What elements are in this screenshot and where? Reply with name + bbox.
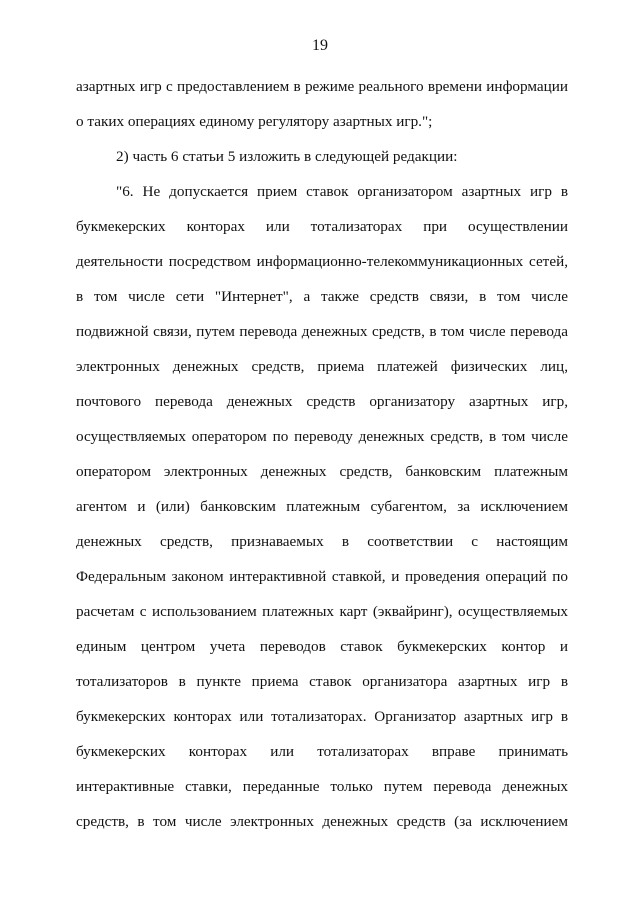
text-line: электронных денежных средств, приема платежей физических лиц, [76, 358, 568, 375]
text-line: почтового перевода денежных средств организатору азартных игр, [76, 393, 568, 410]
text-line: средств, в том числе электронных денежных средств (за исключением [76, 813, 568, 830]
text-line: осуществляемых оператором по переводу денежных средств, в том числе [76, 428, 568, 445]
page-number: 19 [312, 37, 328, 54]
text-line: интерактивные ставки, переданные только путем перевода денежных [76, 778, 568, 795]
text-line: оператором электронных денежных средств, банковским платежным [76, 463, 568, 480]
text-line: деятельности посредством информационно-телекоммуникационных сетей, [76, 253, 568, 270]
document-body [76, 76, 568, 846]
text-line: Федеральным законом интерактивной ставкой, и проведения операций по [76, 568, 568, 585]
text-line: букмекерских конторах или тотализаторах вправе принимать [76, 743, 568, 760]
text-line: 2) часть 6 статьи 5 изложить в следующей редакции: [116, 148, 458, 165]
text-line: "6. Не допускается прием ставок организатором азартных игр в [116, 183, 568, 200]
text-line: подвижной связи, путем перевода денежных средств, в том числе перевода [76, 323, 568, 340]
text-line: расчетам с использованием платежных карт (эквайринг), осуществляемых [76, 603, 568, 620]
text-line: тотализаторов в пункте приема ставок организатора азартных игр в [76, 673, 568, 690]
text-line: в том числе сети "Интернет", а также средств связи, в том числе [76, 288, 568, 305]
text-line: букмекерских конторах или тотализаторах. Организатор азартных игр в [76, 708, 568, 725]
text-line: букмекерских конторах или тотализаторах при осуществлении [76, 218, 568, 235]
text-line: агентом и (или) банковским платежным субагентом, за исключением [76, 498, 568, 515]
text-line: единым центром учета переводов ставок букмекерских контор и [76, 638, 568, 655]
text-line: денежных средств, признаваемых в соответствии с настоящим [76, 533, 568, 550]
text-line: о таких операциях единому регулятору азартных игр."; [76, 113, 433, 130]
text-line: азартных игр с предоставлением в режиме реального времени информации [76, 78, 568, 95]
